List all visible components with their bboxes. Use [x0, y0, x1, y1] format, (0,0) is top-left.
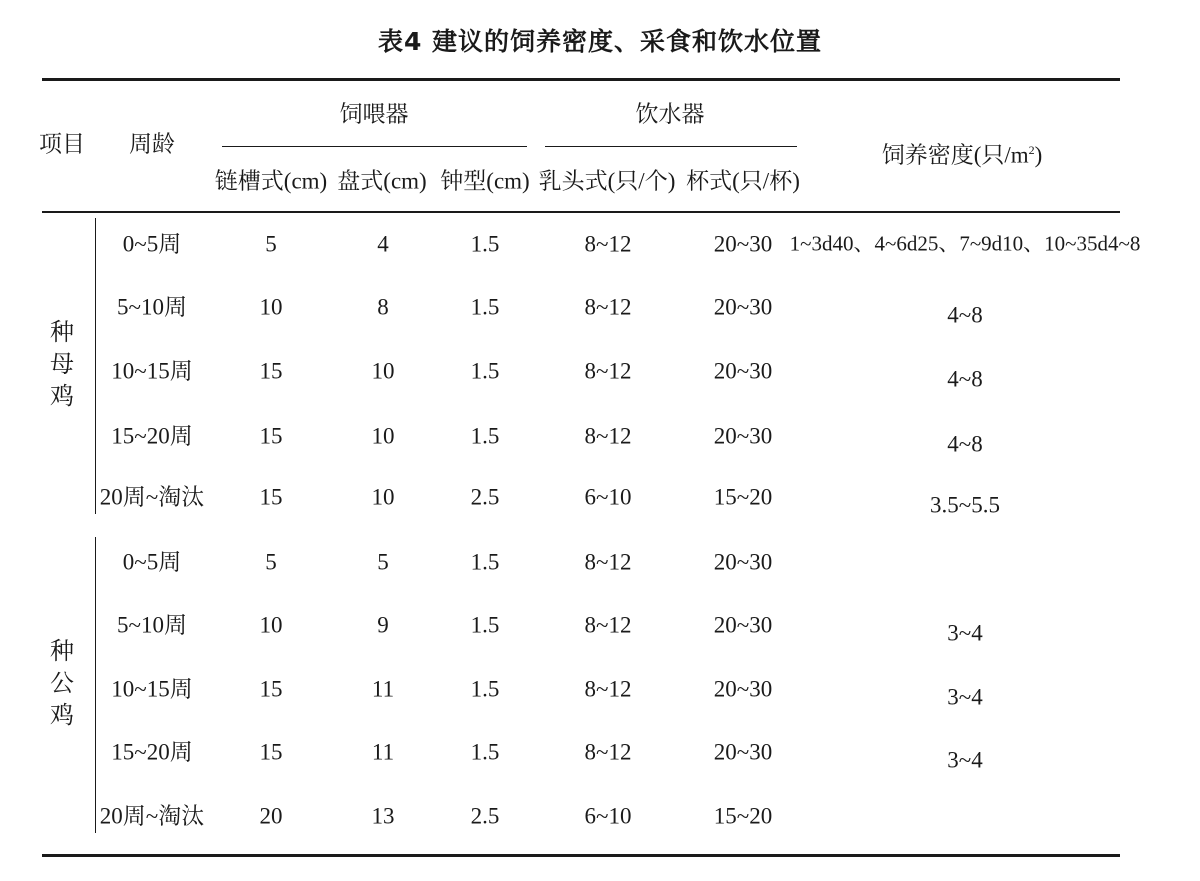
cup-cell: 15~20 — [713, 484, 773, 510]
cup-cell: 20~30 — [713, 294, 773, 320]
bell-cell: 1.5 — [470, 676, 500, 702]
age-cell: 0~5周 — [122, 549, 182, 575]
pan-cell: 11 — [371, 739, 395, 765]
pan-cell: 10 — [371, 484, 395, 510]
chain-cell: 5 — [265, 549, 277, 575]
nipple-cell: 6~10 — [584, 484, 632, 510]
cup-cell: 20~30 — [713, 612, 773, 638]
nipple-cell: 6~10 — [584, 803, 632, 829]
age-cell: 15~20周 — [111, 739, 193, 765]
chain-cell: 15 — [259, 739, 283, 765]
age-cell: 20周~淘汰 — [99, 803, 205, 829]
cup-cell: 20~30 — [713, 231, 773, 257]
header-nipple-drinker: 乳头式(只/个) — [538, 168, 676, 194]
pan-cell: 4 — [377, 231, 389, 257]
nipple-cell: 8~12 — [584, 549, 632, 575]
nipple-cell: 8~12 — [584, 423, 632, 449]
age-cell: 5~10周 — [117, 612, 187, 638]
age-cell: 0~5周 — [122, 231, 182, 257]
density-cell: 3~4 — [947, 747, 983, 773]
chain-cell: 10 — [259, 612, 283, 638]
chain-cell: 15 — [259, 676, 283, 702]
header-age: 周龄 — [129, 131, 175, 157]
cup-cell: 20~30 — [713, 676, 773, 702]
header-pan-feeder: 盘式(cm) — [337, 168, 427, 194]
header-drinker-group: 饮水器 — [635, 101, 705, 127]
density-cell: 3.5~5.5 — [930, 492, 1000, 518]
group-label-roosters: 种公鸡 — [50, 639, 74, 729]
nipple-cell: 8~12 — [584, 294, 632, 320]
cup-cell: 20~30 — [713, 358, 773, 384]
table-title: 表4 建议的饲养密度、采食和饮水位置 — [377, 27, 823, 56]
chain-cell: 10 — [259, 294, 283, 320]
group-divider-hens — [95, 218, 96, 514]
pan-cell: 5 — [377, 549, 389, 575]
density-cell: 4~8 — [947, 431, 983, 457]
bell-cell: 1.5 — [470, 231, 500, 257]
group-divider-roosters — [95, 537, 96, 833]
density-cell: 3~4 — [947, 620, 983, 646]
density-cell: 1~3d40、4~6d25、7~9d10、10~35d4~8 — [789, 231, 1141, 256]
bell-cell: 2.5 — [470, 484, 500, 510]
chain-cell: 20 — [259, 803, 283, 829]
bell-cell: 2.5 — [470, 803, 500, 829]
top-rule — [42, 78, 1120, 81]
nipple-cell: 8~12 — [584, 612, 632, 638]
header-item: 项目 — [39, 131, 85, 157]
density-cell: 4~8 — [947, 302, 983, 328]
bottom-rule — [42, 854, 1120, 857]
bell-cell: 1.5 — [470, 549, 500, 575]
drinker-group-rule — [545, 146, 797, 147]
age-cell: 20周~淘汰 — [99, 484, 205, 510]
density-cell: 4~8 — [947, 366, 983, 392]
pan-cell: 10 — [371, 423, 395, 449]
nipple-cell: 8~12 — [584, 231, 632, 257]
nipple-cell: 8~12 — [584, 676, 632, 702]
age-cell: 5~10周 — [117, 294, 187, 320]
nipple-cell: 8~12 — [584, 358, 632, 384]
header-chain-feeder: 链槽式(cm) — [214, 168, 328, 194]
density-cell: 3~4 — [947, 684, 983, 710]
chain-cell: 15 — [259, 358, 283, 384]
cup-cell: 20~30 — [713, 549, 773, 575]
bell-cell: 1.5 — [470, 423, 500, 449]
header-bell-feeder: 钟型(cm) — [440, 168, 530, 194]
bell-cell: 1.5 — [470, 612, 500, 638]
feeder-group-rule — [222, 146, 527, 147]
chain-cell: 15 — [259, 484, 283, 510]
header-bottom-rule — [42, 211, 1120, 213]
age-cell: 15~20周 — [111, 423, 193, 449]
header-feeder-group: 饲喂器 — [339, 101, 409, 127]
age-cell: 10~15周 — [111, 358, 193, 384]
pan-cell: 11 — [371, 676, 395, 702]
nipple-cell: 8~12 — [584, 739, 632, 765]
pan-cell: 9 — [377, 612, 389, 638]
bell-cell: 1.5 — [470, 294, 500, 320]
header-cup-drinker: 杯式(只/杯) — [686, 168, 800, 194]
header-density: 饲养密度(只$/m^2$) — [881, 142, 1043, 168]
bell-cell: 1.5 — [470, 739, 500, 765]
pan-cell: 10 — [371, 358, 395, 384]
pan-cell: 8 — [377, 294, 389, 320]
group-label-hens: 种母鸡 — [50, 320, 74, 410]
age-cell: 10~15周 — [111, 676, 193, 702]
bell-cell: 1.5 — [470, 358, 500, 384]
chain-cell: 5 — [265, 231, 277, 257]
chain-cell: 15 — [259, 423, 283, 449]
cup-cell: 15~20 — [713, 803, 773, 829]
pan-cell: 13 — [371, 803, 395, 829]
cup-cell: 20~30 — [713, 423, 773, 449]
cup-cell: 20~30 — [713, 739, 773, 765]
